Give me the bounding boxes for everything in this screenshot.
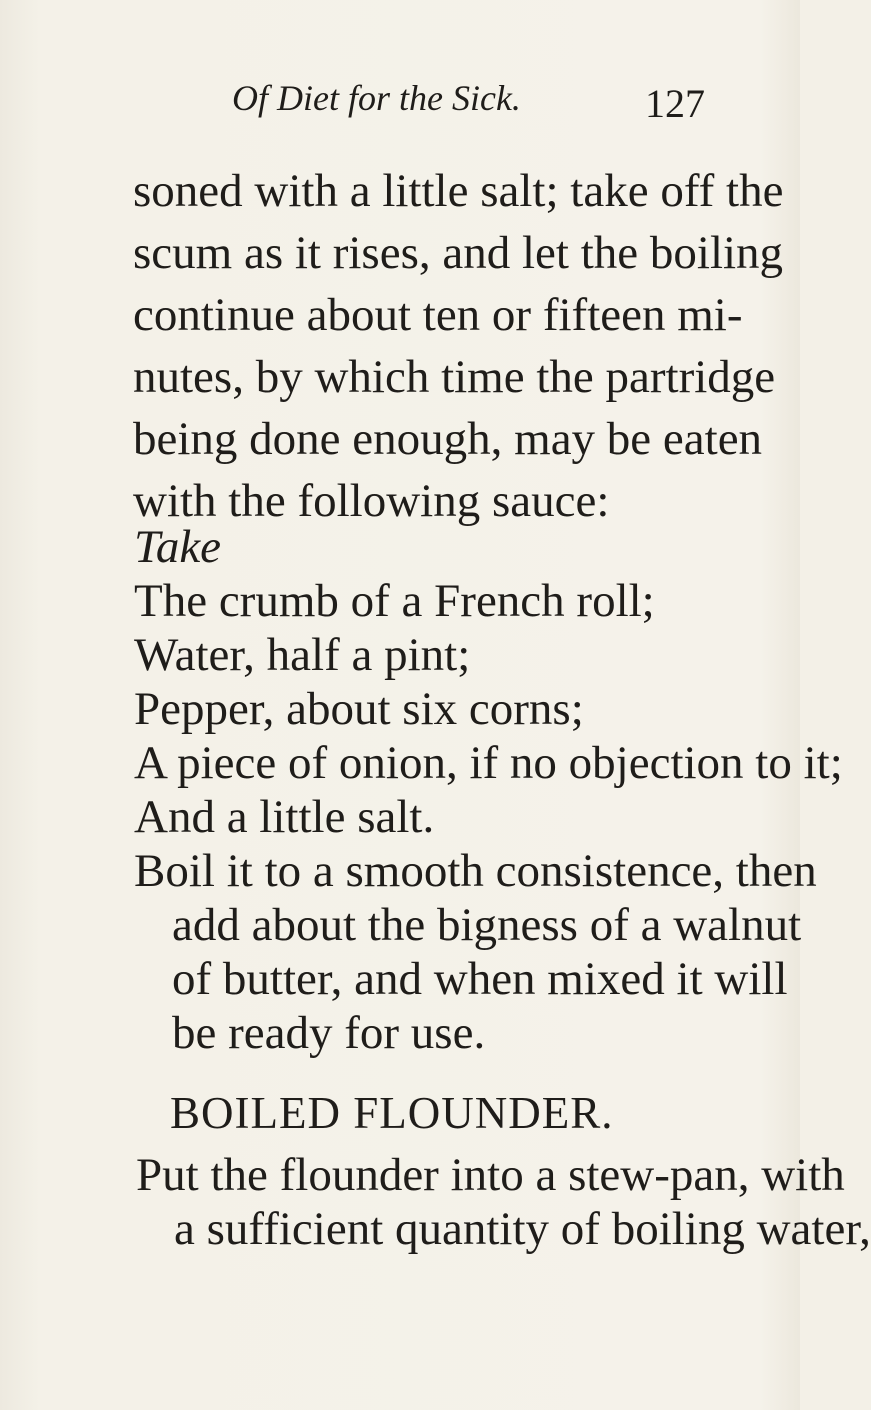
text-line: with the following sauce: <box>133 475 610 527</box>
ingredient-line: A piece of onion, if no objection to it; <box>134 737 843 789</box>
ingredient-line: Water, half a pint; <box>134 629 471 681</box>
ingredient-line: And a little salt. <box>134 791 435 843</box>
running-title: Of Diet for the Sick. <box>232 78 521 118</box>
text-line: scum as it rises, and let the boiling <box>133 227 784 279</box>
instruction-line: Boil it to a smooth consistence, then <box>134 845 817 897</box>
ingredient-line: Pepper, about six corns; <box>134 683 584 735</box>
ingredient-line: The crumb of a French roll; <box>134 575 655 627</box>
text-line: soned with a little salt; take off the <box>133 165 784 217</box>
section-heading: BOILED FLOUNDER. <box>170 1088 614 1138</box>
text-line: Put the flounder into a stew-pan, with <box>136 1149 845 1201</box>
instruction-line: be ready for use. <box>172 1007 486 1059</box>
text-line: continue about ten or fifteen mi- <box>133 289 743 341</box>
text-line: being done enough, may be eaten <box>133 413 763 465</box>
instruction-line: of butter, and when mixed it will <box>172 953 788 1005</box>
instruction-line: add about the bigness of a walnut <box>172 899 802 951</box>
text-line: nutes, by which time the partridge <box>133 351 776 403</box>
page-number: 127 <box>645 81 705 126</box>
text-line: a sufficient quantity of boiling water, <box>174 1203 871 1255</box>
recipe-intro: Take <box>134 521 222 573</box>
